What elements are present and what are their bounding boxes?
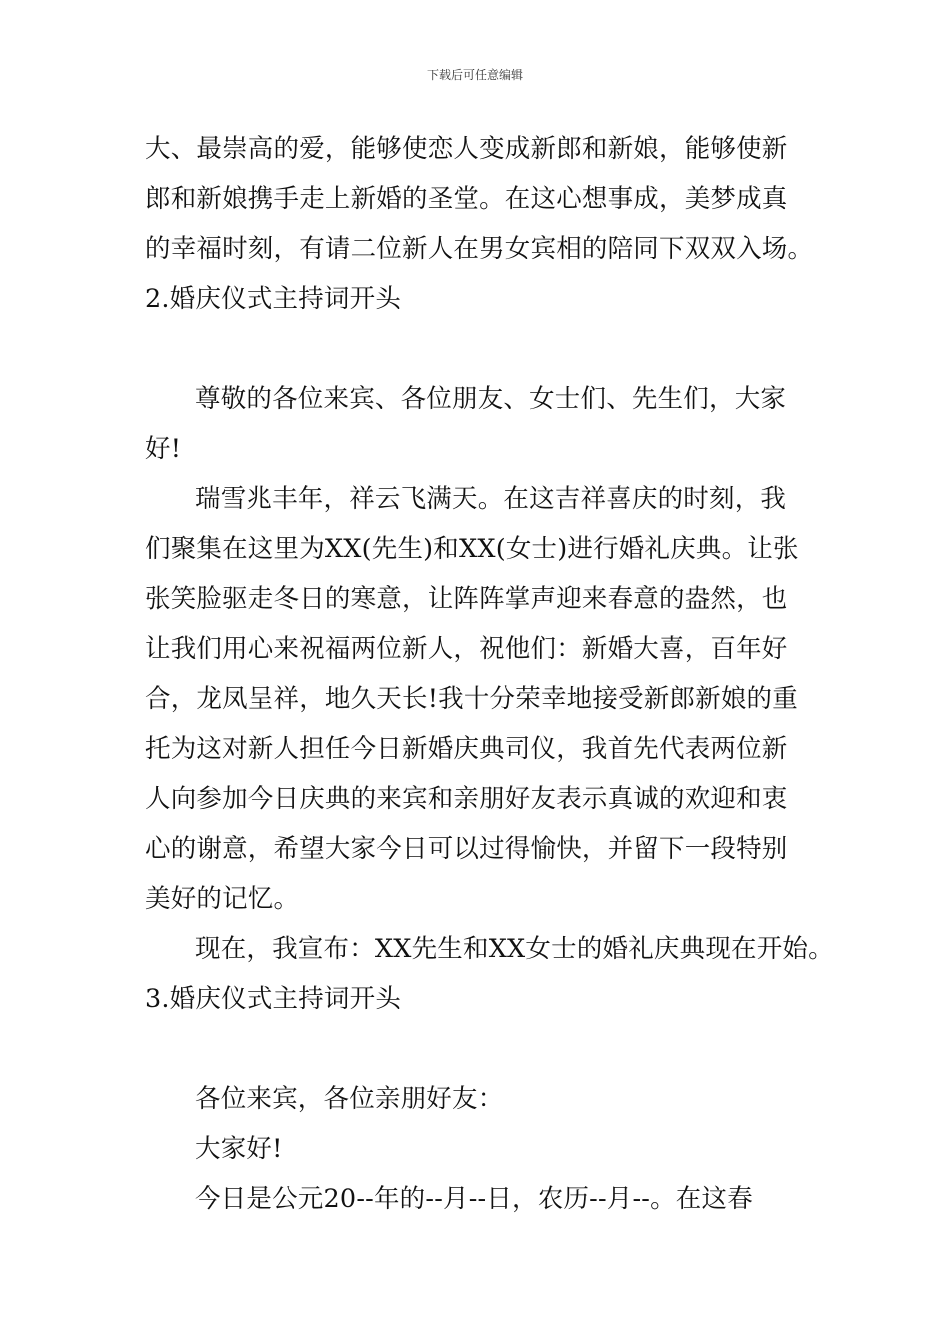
body-line: 人向参加今日庆典的来宾和亲朋好友表示真诚的欢迎和衷 bbox=[145, 784, 788, 814]
body-line: 大、最崇高的爱，能够使恋人变成新郎和新娘，能够使新 bbox=[145, 134, 788, 164]
body-line: 心的谢意，希望大家今日可以过得愉快，并留下一段特别 bbox=[145, 834, 788, 864]
body-line: 今日是公元20--年的--月--日，农历--月--。在这春 bbox=[195, 1184, 753, 1214]
page-header-note: 下载后可任意编辑 bbox=[426, 68, 523, 82]
body-line: 尊敬的各位来宾、各位朋友、女士们、先生们，大家 bbox=[195, 384, 787, 414]
body-line: 郎和新娘携手走上新婚的圣堂。在这心想事成，美梦成真 bbox=[145, 184, 788, 214]
body-line: 合，龙凤呈祥，地久天长!我十分荣幸地接受新郎新娘的重 bbox=[145, 684, 798, 714]
body-line: 大家好! bbox=[195, 1134, 283, 1164]
section-heading: 2.婚庆仪式主持词开头 bbox=[145, 284, 402, 314]
body-line: 张笑脸驱走冬日的寒意，让阵阵掌声迎来春意的盎然，也 bbox=[145, 584, 788, 614]
body-line: 各位来宾，各位亲朋好友： bbox=[195, 1084, 504, 1114]
body-line: 托为这对新人担任今日新婚庆典司仪，我首先代表两位新 bbox=[145, 734, 788, 764]
body-line: 瑞雪兆丰年，祥云飞满天。在这吉祥喜庆的时刻，我 bbox=[195, 484, 787, 514]
body-line: 好! bbox=[145, 434, 182, 464]
body-line: 的幸福时刻，有请二位新人在男女宾相的陪同下双双入场。 bbox=[145, 234, 814, 264]
body-line: 美好的记忆。 bbox=[145, 884, 300, 914]
body-line: 现在，我宣布：XX先生和XX女士的婚礼庆典现在开始。 bbox=[195, 934, 834, 964]
body-line: 们聚集在这里为XX(先生)和XX(女士)进行婚礼庆典。让张 bbox=[145, 534, 799, 564]
body-line: 让我们用心来祝福两位新人，祝他们：新婚大喜，百年好 bbox=[145, 634, 788, 664]
section-heading: 3.婚庆仪式主持词开头 bbox=[145, 984, 402, 1014]
